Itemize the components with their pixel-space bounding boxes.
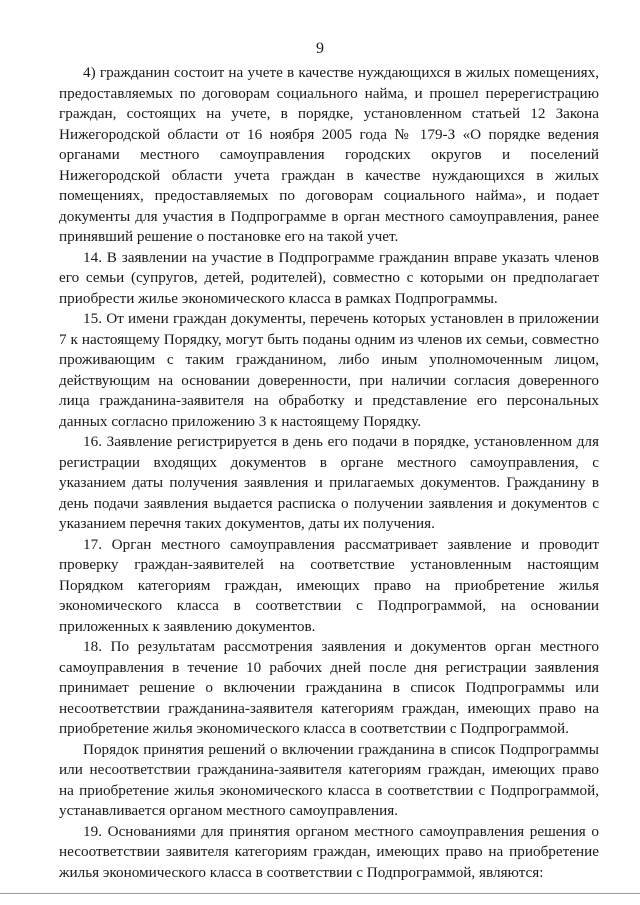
paragraph-condition-4: 4) гражданин состоит на учете в качестве нуждающихся в жилых помещениях, предоставляемых по договорам социального найма, и прошел перерегистрацию граждан, состоящих на учете, в порядке, установленном статьей 12 Закона Нижегородской области от 16 ноября 2005 года № 179-З «О порядке ведения органами местного самоуправления городских округов и поселений Нижегородской области учета граждан в качестве нуждающихся в жилых помещениях, предоставляемых по договорам социального найма», и подает документы для участия в Подпрограмме в орган местного самоуправления, ранее принявший решение о постановке его на такой учет. [59,64,599,245]
paragraph-17: 17. Орган местного самоуправления рассматривает заявление и проводит проверку граждан-заявителей на соответствие установленным настоящим Порядком категориям граждан, имеющих право на приобретение жилья экономического класса в соответствии с Подпрограммой, на основании приложенных к заявлению документов. [59,535,599,635]
paragraph-19: 19. Основаниями для принятия органом местного самоуправления решения о несоответствии заявителя категориям граждан, имеющих право на приобретение жилья экономического класса в соответствии с Подпрограммой, являются: [59,822,599,881]
paragraph-18: 18. По результатам рассмотрения заявления и документов орган местного самоуправления в течение 10 рабочих дней после дня регистрации заявления принимает решение о включении гражданина в список Подпрограммы или несоответствии гражданина-заявителя категориям граждан, имеющих право на приобретение жилья экономического класса в соответствии с Подпрограммой. [59,638,599,737]
paragraph-decision-order: Порядок принятия решений о включении гражданина в список Подпрограммы или несоответствии гражданина-заявителя категориям граждан, имеющих право на приобретение жилья экономического класса в соответствии с Подпрограммой, устанавливается органом местного самоуправления. [59,740,599,819]
scan-edge-line [0,893,640,894]
document-body [59,63,599,883]
page-number: 9 [316,40,324,57]
paragraph-16: 16. Заявление регистрируется в день его подачи в порядке, установленном для регистрации входящих документов в органе местного самоуправления, с указанием даты получения заявления и прилагаемых документов. Гражданину в день подачи заявления выдается расписка о получении заявления и документов с указанием перечня таких документов, даты их получения. [59,433,599,532]
paragraph-14: 14. В заявлении на участие в Подпрограмме гражданин вправе указать членов его семьи (супругов, детей, родителей), совместно с которыми он предполагает приобрести жилье экономического класса в рамках Подпрограммы. [59,248,599,307]
paragraph-15: 15. От имени граждан документы, перечень которых установлен в приложении 7 к настоящему Порядку, могут быть поданы одним из членов их семьи, совместно проживающим с таким гражданином, либо иным уполномоченным лицом, действующим на основании доверенности, при наличии согласия доверенного лица гражданина-заявителя на обработку и представление его персональных данных согласно приложению 3 к настоящему Порядку. [59,310,599,430]
